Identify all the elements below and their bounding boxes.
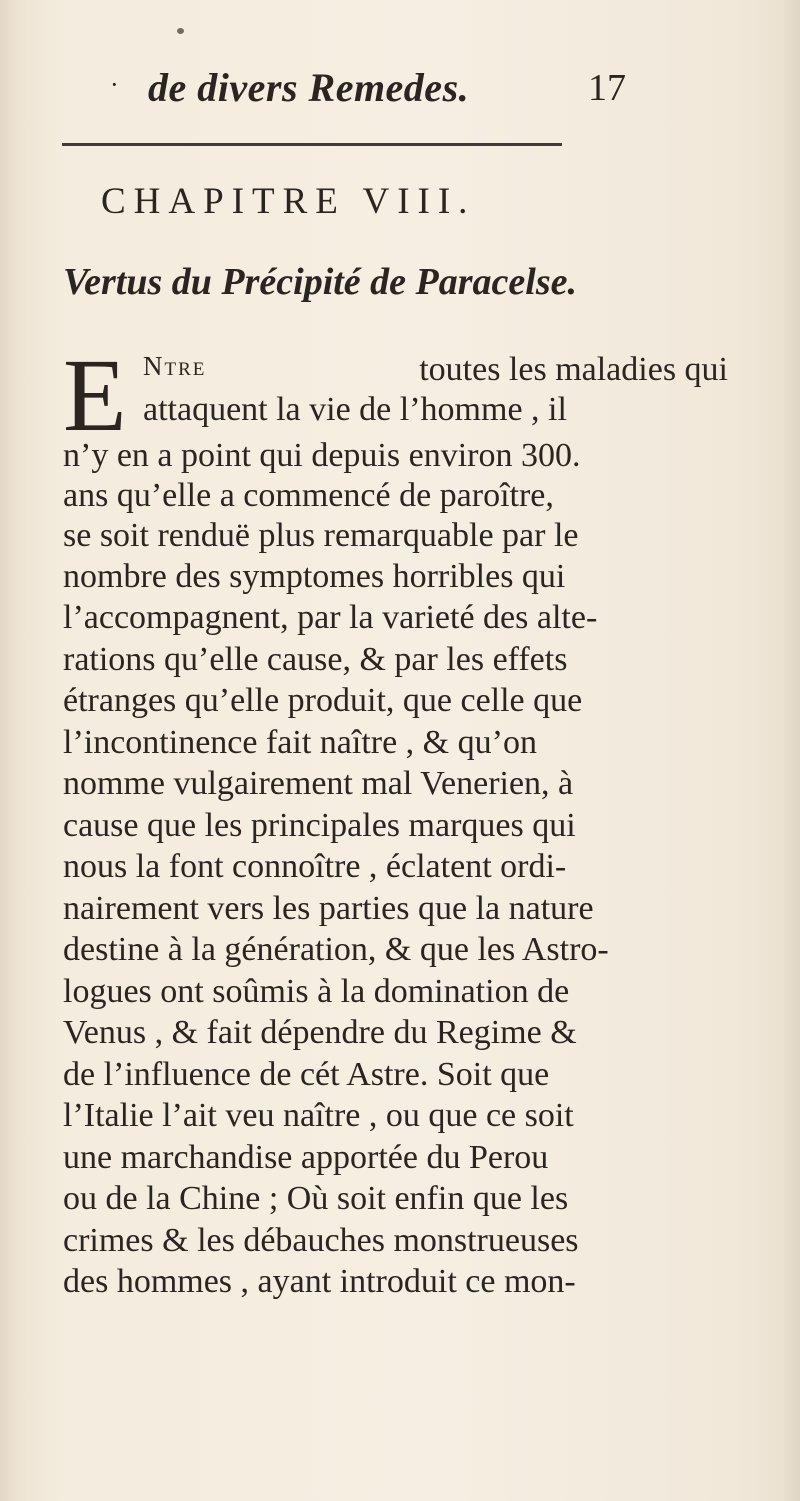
paragraph-line-21: ou de la Chine ; Où soit enfin que les <box>63 1180 569 1217</box>
paragraph-line-1 <box>143 353 728 387</box>
page-header <box>110 56 630 116</box>
paragraph-line-23: des hommes , ayant introduit ce mon- <box>63 1263 576 1300</box>
paragraph-line-20: une marchandise apportée du Perou <box>63 1139 549 1176</box>
paragraph-line-8: rations qu’elle cause, & par les effets <box>63 641 568 678</box>
paragraph-line-13: nous la font connoître , éclatent ordi- <box>63 848 567 885</box>
paragraph-line-18: de l’influence de cét Astre. Soit que <box>63 1056 550 1093</box>
small-caps-opening: Ntre <box>143 351 207 381</box>
paragraph-line-22: crimes & les débauches monstrueuses <box>63 1222 579 1259</box>
paragraph-line-17: Venus , & fait dépendre du Regime & <box>63 1014 577 1051</box>
paragraph-line-16: logues ont soûmis à la domination de <box>63 973 570 1010</box>
ink-mark <box>177 28 184 34</box>
paragraph-line-9: étranges qu’elle produit, que celle que <box>63 682 583 719</box>
second-line-text: attaquent la vie de l’homme , il <box>143 391 567 428</box>
paragraph-line-5: se soit renduë plus remarquable par le <box>63 517 579 554</box>
paragraph-line-2 <box>143 393 728 427</box>
running-title: de divers Remedes. <box>148 65 470 110</box>
first-line-text: toutes les maladies qui <box>419 351 728 388</box>
section-title: Vertus du Précipité de Paracelse. <box>63 261 577 303</box>
paragraph-line-11: nomme vulgairement mal Venerien, à <box>63 765 574 802</box>
paragraph-line-10: l’incontinence fait naître , & qu’on <box>63 724 537 761</box>
paragraph-line-19: l’Italie l’ait veu naître , ou que ce soit <box>63 1097 574 1134</box>
right-page-shadow <box>782 0 800 1501</box>
paragraph-line-7: l’accompagnent, par la varieté des alte- <box>63 599 598 636</box>
paragraph-line-3: n’y en a point qui depuis environ 300. <box>63 437 581 474</box>
paragraph-line-4: ans qu’elle a commencé de paroître, <box>63 477 554 514</box>
page-number: 17 <box>588 67 626 109</box>
drop-cap: E <box>63 338 127 453</box>
header-bullet: · <box>110 70 119 99</box>
left-page-shadow <box>0 0 18 1501</box>
header-rule <box>62 143 562 146</box>
chapter-heading: CHAPITRE VIII. <box>101 181 476 222</box>
paragraph-line-15: destine à la génération, & que les Astro- <box>63 931 609 968</box>
paragraph-line-14: nairement vers les parties que la nature <box>63 890 594 927</box>
paragraph-line-12: cause que les principales marques qui <box>63 807 576 844</box>
paragraph-line-6: nombre des symptomes horribles qui <box>63 558 566 595</box>
